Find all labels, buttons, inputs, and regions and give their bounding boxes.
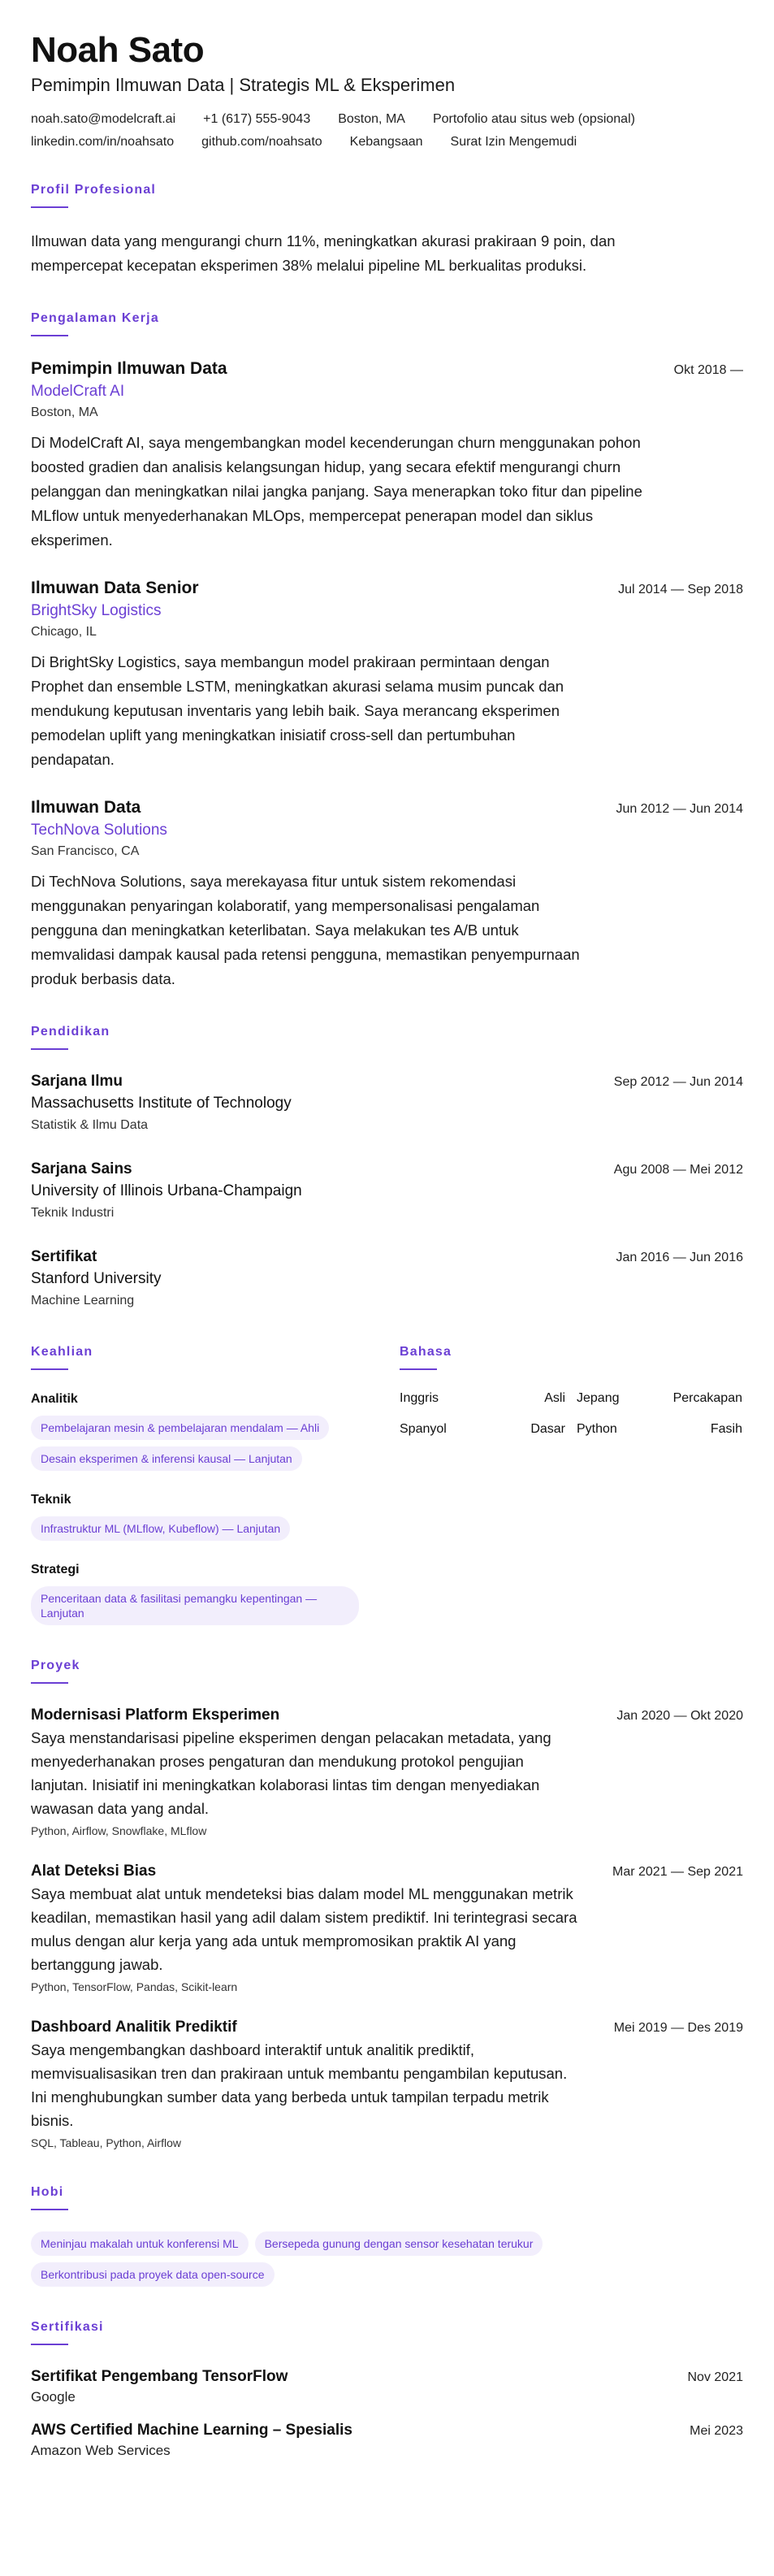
job-description: Di TechNova Solutions, saya merekayasa fitur untuk sistem rekomendasi menggunakan penyaringan kolaboratif, yang mempersonalisasi pengalaman pengguna dan meningkatkan keterlibatan. Saya melakukan tes A/B untuk memvalidasi dampak kausal pada retensi pengguna, memastikan penyempurnaan produk berbasis data.: [31, 873, 580, 987]
contact-driving-license: Surat Izin Mengemudi: [450, 135, 577, 149]
section-title-certifications: Sertifikasi: [31, 2320, 104, 2334]
hobby-chip: Berkontribusi pada proyek data open-source: [31, 2262, 275, 2287]
education-dates: Agu 2008 — Mei 2012: [613, 1163, 743, 1177]
language-level: Percakapan: [672, 1391, 742, 1405]
job-company: BrightSky Logistics: [31, 602, 162, 619]
project-entry: [31, 2017, 743, 2152]
skill-chip: Penceritaan data & fasilitasi pemangku kepentingan — Lanjutan: [31, 1586, 359, 1625]
hobbies-section: [31, 2184, 743, 2287]
section-divider: [31, 1048, 68, 1050]
certification-name: Sertifikat Pengembang TensorFlow: [31, 2368, 288, 2385]
education-field: Statistik & Ilmu Data: [31, 1118, 149, 1132]
job-location: San Francisco, CA: [31, 844, 140, 858]
project-entry: [31, 1861, 743, 1996]
section-title-experience: Pengalaman Kerja: [31, 311, 159, 325]
projects-section: [31, 1658, 743, 2152]
project-name: Modernisasi Platform Eksperimen: [31, 1706, 280, 1724]
project-dates: Mei 2019 — Des 2019: [613, 2021, 743, 2035]
skill-category: Analitik: [31, 1392, 78, 1406]
section-title-hobbies: Hobi: [31, 2185, 64, 2199]
resume-header: [31, 29, 743, 150]
certification-issuer: Amazon Web Services: [31, 2443, 171, 2458]
language-name: Python: [577, 1422, 617, 1436]
contact-list: [31, 112, 729, 150]
job-title: Pemimpin Ilmuwan Data: [31, 359, 227, 378]
project-tech: Python, Airflow, Snowflake, MLflow: [31, 1824, 207, 1837]
job-title: Ilmuwan Data: [31, 798, 141, 817]
languages-section: [400, 1344, 742, 1625]
language-item: [400, 1391, 565, 1406]
skill-group: [31, 1492, 370, 1541]
education-school: Massachusetts Institute of Technology: [31, 1095, 292, 1112]
section-title-education: Pendidikan: [31, 1025, 110, 1039]
job-dates: Jun 2012 — Jun 2014: [616, 802, 743, 816]
language-level: Fasih: [710, 1422, 742, 1436]
education-entry: [31, 1247, 743, 1312]
education-degree: Sarjana Ilmu: [31, 1073, 123, 1090]
section-divider: [400, 1368, 437, 1370]
job-location: Boston, MA: [31, 405, 98, 419]
certifications-section: [31, 2319, 743, 2461]
hobby-chip: Meninjau makalah untuk konferensi ML: [31, 2231, 249, 2256]
language-item: [577, 1422, 742, 1437]
section-divider: [31, 2344, 68, 2345]
certification-date: Mei 2023: [690, 2424, 743, 2438]
profile-summary: Ilmuwan data yang mengurangi churn 11%, meningkatkan akurasi prakiraan 9 poin, dan mempercepat kecepatan eksperimen 38% melalui pipeline ML berkualitas produksi.: [31, 232, 616, 274]
education-school: Stanford University: [31, 1270, 162, 1287]
certification-entry: [31, 2420, 743, 2461]
language-name: Inggris: [400, 1391, 439, 1405]
contact-phone[interactable]: +1 (617) 555-9043: [203, 112, 311, 126]
profile-section: [31, 182, 743, 278]
section-title-profile: Profil Profesional: [31, 183, 157, 197]
hobby-chip: Bersepeda gunung dengan sensor kesehatan terukur: [255, 2231, 543, 2256]
skill-category: Strategi: [31, 1563, 80, 1576]
contact-github[interactable]: github.com/noahsato: [201, 135, 322, 149]
skill-chip: Infrastruktur ML (MLflow, Kubeflow) — Lanjutan: [31, 1516, 290, 1541]
education-dates: Sep 2012 — Jun 2014: [613, 1075, 743, 1089]
language-name: Spanyol: [400, 1422, 447, 1436]
education-dates: Jan 2016 — Jun 2016: [616, 1251, 743, 1264]
contact-portfolio[interactable]: Portofolio atau situs web (opsional): [432, 112, 635, 126]
education-degree: Sarjana Sains: [31, 1160, 132, 1177]
experience-section: [31, 310, 743, 991]
certification-issuer: Google: [31, 2389, 76, 2405]
project-description: Saya menstandarisasi pipeline eksperimen dengan pelacakan metadata, yang menyederhanakan proses pengaturan dan mendukung protokol pengujian lanjutan. Inisiatif ini meningkatkan kolaborasi lintas tim dengan menyediakan wawasan data yang andal.: [31, 1729, 551, 1817]
job-company: ModelCraft AI: [31, 383, 125, 400]
project-tech: Python, TensorFlow, Pandas, Scikit-learn: [31, 1980, 238, 1993]
section-title-skills: Keahlian: [31, 1345, 93, 1359]
language-item: [577, 1391, 742, 1406]
job-dates: Jul 2014 — Sep 2018: [618, 583, 743, 596]
education-section: [31, 1024, 743, 1312]
job-location: Chicago, IL: [31, 625, 97, 639]
skills-languages-row: [31, 1344, 743, 1625]
job-title: Ilmuwan Data Senior: [31, 579, 199, 597]
education-entry: [31, 1159, 743, 1224]
project-description: Saya mengembangkan dashboard interaktif untuk analitik prediktif, memvisualisasikan tren dan prakiraan untuk membantu pengambilan keputusan. Ini menghubungkan sumber data yang berbeda untuk tampilan terpadu metrik bisnis.: [31, 2041, 568, 2129]
candidate-name: Noah Sato: [31, 30, 205, 70]
skill-chip: Pembelajaran mesin & pembelajaran mendalam — Ahli: [31, 1416, 329, 1440]
contact-email[interactable]: noah.sato@modelcraft.ai: [31, 112, 176, 126]
contact-nationality: Kebangsaan: [349, 135, 423, 149]
contact-linkedin[interactable]: linkedin.com/in/noahsato: [31, 135, 175, 149]
education-entry: [31, 1071, 743, 1136]
contact-location: Boston, MA: [338, 112, 405, 126]
project-dates: Mar 2021 — Sep 2021: [612, 1865, 743, 1879]
project-name: Alat Deteksi Bias: [31, 1863, 157, 1880]
section-divider: [31, 206, 68, 208]
skills-section: [31, 1344, 370, 1625]
language-level: Asli: [544, 1391, 565, 1405]
section-divider: [31, 2209, 68, 2210]
skill-group: [31, 1562, 370, 1625]
job-entry: [31, 796, 743, 991]
job-entry: [31, 577, 743, 772]
project-tech: SQL, Tableau, Python, Airflow: [31, 2136, 181, 2149]
job-description: Di BrightSky Logistics, saya membangun model prakiraan permintaan dengan Prophet dan ensemble LSTM, meningkatkan akurasi selama musim puncak dan mendukung keputusan inventaris yang lebih baik. Saya merancang eksperimen pemodelan uplift yang meningkatkan inisiatif cross-sell dan pertumbuhan pendapatan.: [31, 653, 564, 768]
certification-name: AWS Certified Machine Learning – Spesialis: [31, 2422, 352, 2439]
language-item: [400, 1422, 565, 1437]
education-field: Teknik Industri: [31, 1206, 115, 1220]
candidate-headline: Pemimpin Ilmuwan Data | Strategis ML & Eksperimen: [31, 75, 456, 95]
section-divider: [31, 335, 68, 336]
section-divider: [31, 1368, 68, 1370]
skill-group: [31, 1391, 370, 1471]
job-dates: Okt 2018 —: [673, 363, 743, 377]
section-title-projects: Proyek: [31, 1659, 80, 1672]
skill-category: Teknik: [31, 1493, 71, 1507]
project-entry: [31, 1705, 743, 1840]
language-level: Dasar: [530, 1422, 565, 1436]
education-degree: Sertifikat: [31, 1248, 97, 1265]
job-entry: [31, 358, 743, 553]
education-field: Machine Learning: [31, 1294, 135, 1308]
skill-chip: Desain eksperimen & inferensi kausal — Lanjutan: [31, 1446, 302, 1471]
language-name: Jepang: [577, 1391, 620, 1405]
education-school: University of Illinois Urbana-Champaign: [31, 1182, 302, 1199]
section-divider: [31, 1682, 68, 1684]
certification-date: Nov 2021: [687, 2370, 743, 2384]
certification-entry: [31, 2366, 743, 2407]
project-name: Dashboard Analitik Prediktif: [31, 2019, 237, 2036]
job-description: Di ModelCraft AI, saya mengembangkan model kecenderungan churn menggunakan pohon boosted gradien dan analisis kelangsungan hidup, yang secara efektif mengurangi churn pelanggan dan meningkatkan nilai jangka panjang. Saya menerapkan toko fitur dan pipeline MLflow untuk menyederhanakan MLOps, mempercepat penerapan model dan siklus eksperimen.: [31, 434, 642, 549]
job-company: TechNova Solutions: [31, 822, 167, 839]
project-description: Saya membuat alat untuk mendeteksi bias dalam model ML menggunakan metrik keadilan, memastikan hasil yang adil dalam sistem prediktif. Ini terintegrasi secara mulus dengan alur kerja yang ada untuk mempromosikan praktik AI yang bertanggung jawab.: [31, 1885, 577, 1973]
section-title-languages: Bahasa: [400, 1345, 452, 1359]
project-dates: Jan 2020 — Okt 2020: [616, 1709, 743, 1723]
